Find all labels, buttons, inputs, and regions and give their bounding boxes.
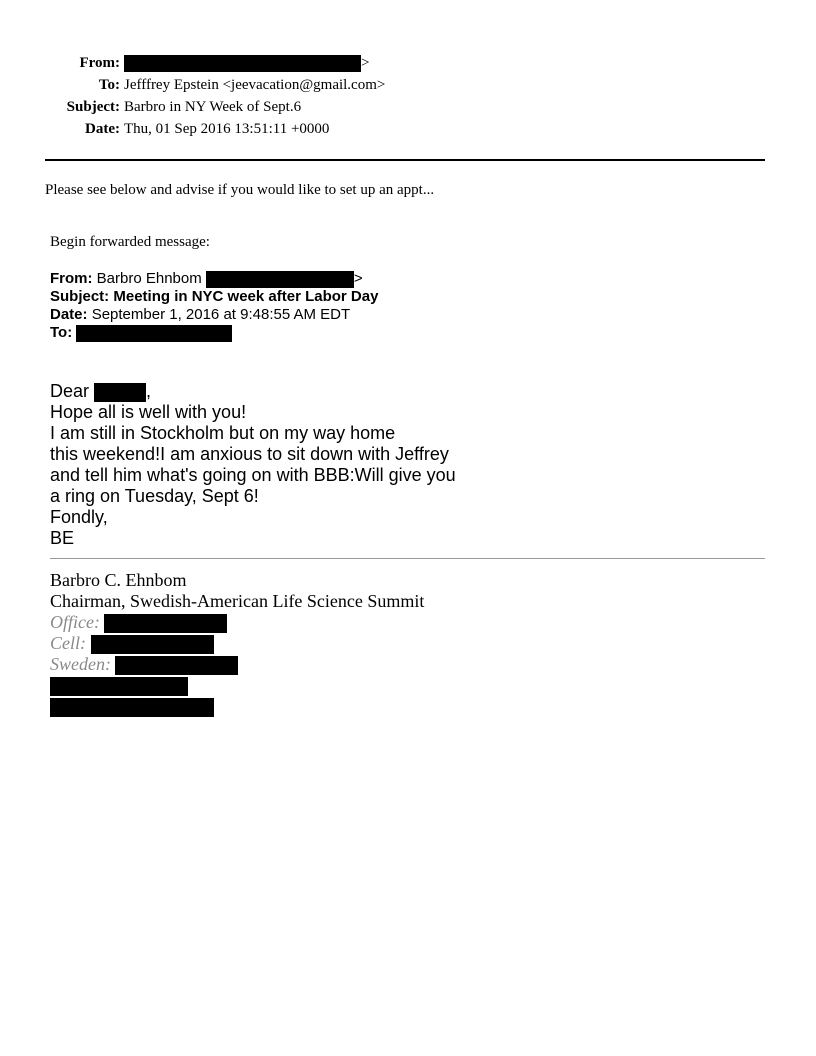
- forwarded-note: Begin forwarded message:: [50, 234, 210, 250]
- forwarded-subject-value: Meeting in NYC week after Labor Day: [113, 288, 379, 305]
- forwarded-date-label: Date:: [50, 306, 88, 323]
- from-suffix: >: [361, 55, 370, 71]
- signature-cell-row: [50, 633, 424, 654]
- cell-label: Cell:: [50, 633, 86, 653]
- forwarded-header: [50, 270, 378, 342]
- intro-text: Please see below and advise if you would like to set up an appt...: [45, 182, 435, 198]
- subject-value: Barbro in NY Week of Sept.6: [124, 99, 302, 115]
- office-label: Office:: [50, 612, 100, 632]
- date-value: Thu, 01 Sep 2016 13:51:11 +0000: [124, 121, 330, 137]
- signature-divider: [50, 558, 765, 559]
- to-label: To:: [98, 77, 120, 93]
- forwarded-date-row: [50, 306, 378, 324]
- header-date-row: [0, 118, 816, 140]
- signature-sweden-row: [50, 654, 424, 675]
- email-header: [0, 52, 816, 140]
- header-divider: [45, 159, 765, 161]
- header-to-row: [0, 74, 816, 96]
- forwarded-from-label: From:: [50, 270, 93, 287]
- to-value: Jefffrey Epstein <jeevacation@gmail.com>: [124, 77, 386, 93]
- body-line: a ring on Tuesday, Sept 6!: [50, 486, 259, 506]
- redaction-block: [104, 614, 227, 633]
- redaction-block: [76, 325, 232, 342]
- forwarded-from-row: [50, 270, 378, 288]
- body-line: Hope all is well with you!: [50, 402, 247, 422]
- body-line: and tell him what's going on with BBB:Will give you: [50, 465, 456, 485]
- redaction-block: [206, 271, 354, 288]
- greeting-line: [50, 381, 456, 402]
- header-from-row: [0, 52, 816, 74]
- redaction-block: [115, 656, 238, 675]
- body-line: I am still in Stockholm but on my way home: [50, 423, 396, 443]
- signature-redacted-line: [50, 696, 424, 717]
- redaction-block: [91, 635, 214, 654]
- from-label: From:: [79, 55, 120, 71]
- forwarded-subject-label: Subject:: [50, 288, 110, 305]
- signature-title: Chairman, Swedish-American Life Science Summit: [50, 591, 425, 611]
- date-label: Date:: [85, 121, 120, 137]
- from-value: [124, 52, 369, 74]
- message-body: [50, 381, 456, 549]
- body-line: Fondly,: [50, 507, 108, 527]
- greeting-suffix: ,: [146, 381, 152, 401]
- signature-office-row: [50, 612, 424, 633]
- forwarded-to-row: [50, 324, 378, 342]
- forwarded-from-suffix: >: [353, 270, 363, 287]
- signature-redacted-line: [50, 675, 424, 696]
- subject-label: Subject:: [66, 99, 120, 115]
- body-line: this weekend!I am anxious to sit down with Jeffrey: [50, 444, 449, 464]
- signature-block: [50, 570, 424, 717]
- body-line: BE: [50, 528, 75, 548]
- redaction-block: [50, 698, 214, 717]
- sweden-label: Sweden:: [50, 654, 111, 674]
- header-subject-row: [0, 96, 816, 118]
- redaction-block: [124, 55, 361, 72]
- redaction-block: [94, 383, 146, 402]
- greeting-text: Dear: [50, 381, 90, 401]
- forwarded-date-value: September 1, 2016 at 9:48:55 AM EDT: [91, 306, 351, 323]
- forwarded-from-name: Barbro Ehnbom: [96, 270, 202, 287]
- forwarded-subject-row: [50, 288, 378, 306]
- signature-name: Barbro C. Ehnbom: [50, 570, 187, 590]
- redaction-block: [50, 677, 188, 696]
- forwarded-to-label: To:: [50, 324, 73, 341]
